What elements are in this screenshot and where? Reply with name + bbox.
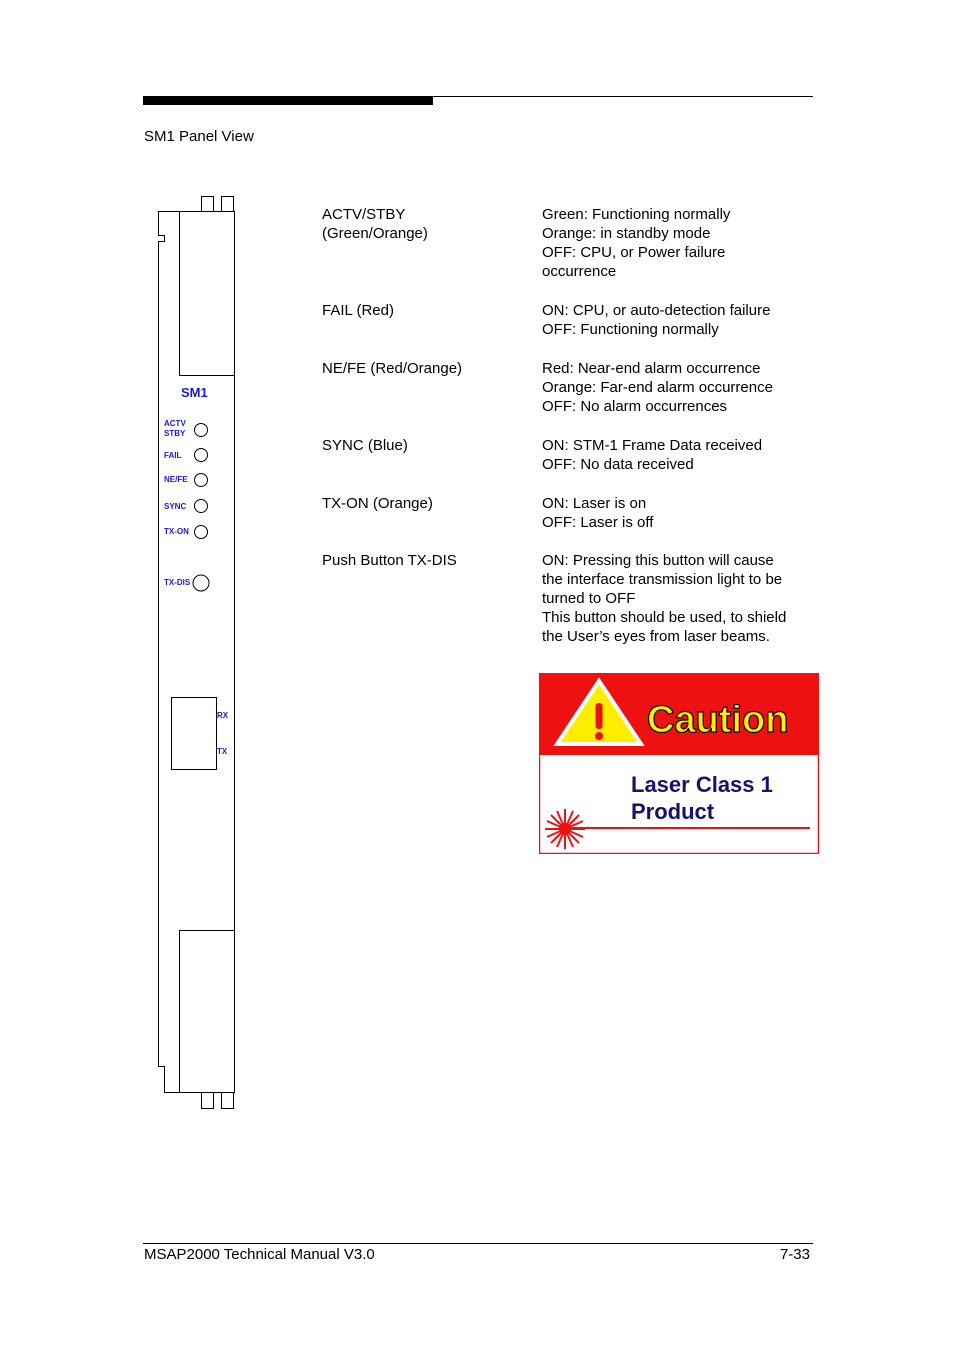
section-title: SM1 Panel View	[144, 128, 254, 145]
led-label-fail: FAIL	[164, 451, 182, 460]
led-label-tx-dis: TX-DIS	[164, 578, 191, 587]
top-tab-right	[222, 197, 234, 212]
exclamation-icon	[596, 703, 603, 729]
indicator-desc: ON: CPU, or auto-detection failure OFF: Functioning normally	[542, 302, 771, 338]
indicator-name: TX-ON (Orange)	[322, 495, 433, 512]
fail-led	[195, 449, 208, 462]
optical-port	[172, 698, 217, 770]
laser-caution-label	[539, 673, 819, 854]
port-label-rx: RX	[217, 711, 229, 720]
indicator-desc: Red: Near-end alarm occurrence Orange: Far-end alarm occurrence OFF: No alarm occurrences	[542, 360, 773, 415]
laser-class-line2: Product	[631, 799, 715, 824]
led-label-sync: SYNC	[164, 502, 187, 511]
header-rule-thick	[143, 96, 433, 105]
indicator-desc: Green: Functioning normally Orange: in standby mode OFF: CPU, or Power failure occurrence	[542, 206, 731, 280]
caution-heading: Caution	[647, 699, 789, 741]
footer-rule	[143, 1243, 813, 1244]
laser-class-line1: Laser Class 1	[631, 772, 773, 797]
indicator-name: SYNC (Blue)	[322, 437, 408, 454]
led-label-tx-on: TX-ON	[164, 527, 189, 536]
module-name: SM1	[181, 385, 208, 400]
led-label-ne-fe: NE/FE	[164, 475, 188, 484]
top-tab-left	[202, 197, 214, 212]
indicator-name: FAIL (Red)	[322, 302, 394, 319]
led-label-stby: STBY	[164, 429, 186, 438]
indicator-name: Push Button TX-DIS	[322, 552, 457, 569]
led-label-actv: ACTV	[164, 419, 186, 428]
bottom-tab-right	[222, 1093, 234, 1109]
indicator-name: NE/FE (Red/Orange)	[322, 360, 463, 377]
sm1-panel-drawing	[150, 190, 250, 1115]
tx-dis-button	[193, 575, 209, 591]
footer-manual-title: MSAP2000 Technical Manual V3.0	[144, 1246, 375, 1263]
tx-on-led	[195, 526, 208, 539]
ne-fe-led	[195, 474, 208, 487]
indicator-name: ACTV/STBY (Green/Orange)	[322, 206, 428, 242]
header-rule-thin	[433, 96, 813, 97]
sync-led	[195, 500, 208, 513]
footer-page-number: 7-33	[779, 1246, 810, 1263]
port-label-tx: TX	[217, 747, 228, 756]
indicator-desc: ON: STM-1 Frame Data received OFF: No data received	[542, 437, 763, 473]
bottom-tab-left	[202, 1093, 214, 1109]
actv-stby-led	[195, 424, 208, 437]
indicator-desc: ON: Pressing this button will cause the interface transmission light to be turned to OFF This button should be used, to shield the User’s eyes from laser beams.	[542, 552, 787, 645]
indicator-desc: ON: Laser is on OFF: Laser is off	[542, 495, 654, 531]
